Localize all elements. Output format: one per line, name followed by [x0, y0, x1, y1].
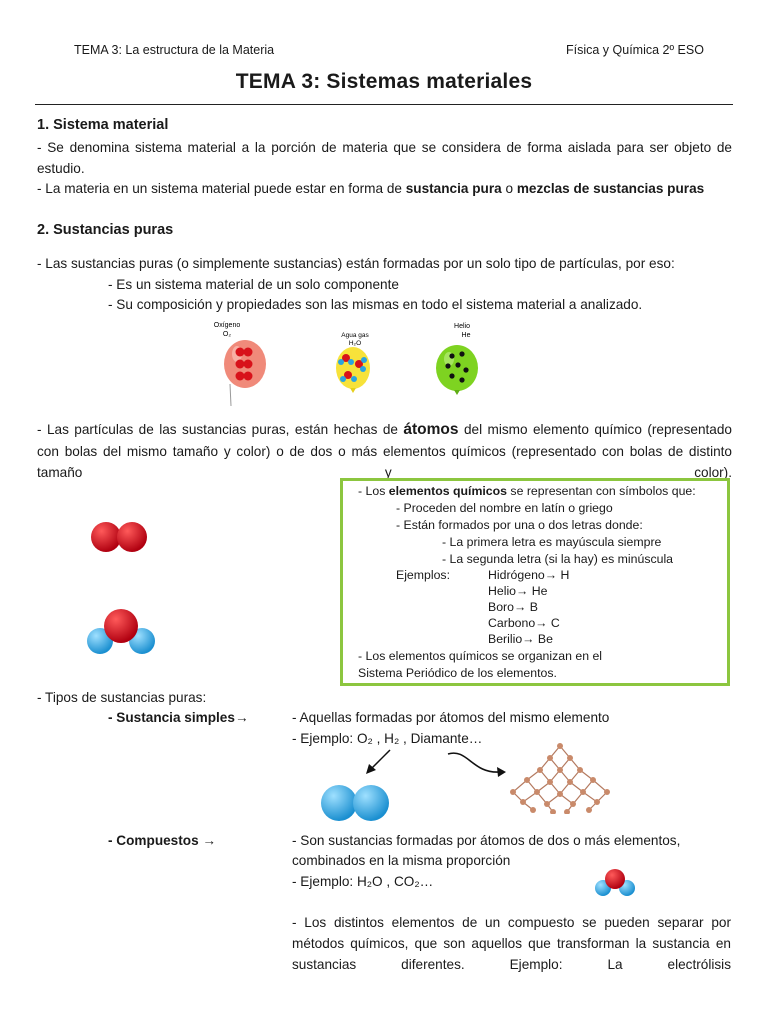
- bold-chemical-elements: elementos químicos: [388, 484, 507, 498]
- text-span: - Los: [358, 484, 389, 498]
- compounds-label: [108, 831, 216, 852]
- text-span: Carbono: [488, 616, 536, 630]
- arrow-icon: →: [513, 600, 530, 614]
- arrow-icon: →: [522, 632, 538, 646]
- h2o-molecule-icon: [84, 605, 160, 661]
- diamond-lattice-icon: [505, 742, 615, 814]
- arrow-icon: →: [535, 616, 551, 630]
- box-example-hydrogen: [488, 567, 569, 583]
- box-line3: - Están formados por una o dos letras donde:: [396, 518, 643, 532]
- small-h2o-molecule-icon: [594, 866, 636, 900]
- text-span: Berilio: [488, 632, 523, 646]
- section1-paragraph1: - Se denomina sistema material a la porción de materia que se considera de forma aislada para ser objeto de estudio.: [37, 140, 732, 176]
- header-right: Física y Química 2º ESO: [566, 43, 704, 57]
- water-balloon-icon: [336, 332, 370, 393]
- text-span: del mismo elemento químico (representado con bolas del mismo tamaño y color) o de dos o más elementos químicos (representado con bolas de distinto tamaño y color).: [37, 422, 732, 480]
- balloon-oxygen-label2: O₂: [222, 331, 232, 338]
- box-line4: - La primera letra es mayúscula siempre: [442, 535, 662, 549]
- separation-paragraph: - Los distintos elementos de un compuesto se pueden separar por métodos químicos, que son aquellos que transforman la sustancia en sustancias diferentes. Ejemplo: La electrólisis: [292, 915, 731, 972]
- text-span: - La materia en un sistema material puede estar en forma de: [37, 181, 406, 196]
- bold-atoms: átomos: [403, 421, 459, 438]
- example-arrows: [360, 746, 520, 782]
- o2-molecule-icon: [86, 515, 156, 561]
- text-span: Boro: [488, 600, 514, 614]
- box-line2: - Proceden del nombre en latín o griego: [396, 501, 613, 515]
- balloons-illustration: [200, 318, 500, 410]
- text-span: - Compuestos: [108, 833, 203, 848]
- arrow-icon: →: [202, 833, 216, 848]
- types-intro: - Tipos de sustancias puras:: [37, 690, 207, 705]
- box-example-boron: [488, 599, 538, 615]
- text-span: He: [531, 584, 548, 598]
- text-span: - Sustancia simples: [108, 710, 235, 725]
- oxygen-balloon-icon: [214, 322, 266, 406]
- compound-definition2: combinados en la misma proporción: [292, 853, 511, 868]
- section1-heading: 1. Sistema material: [37, 117, 169, 133]
- box-line1: [358, 483, 696, 499]
- text-span: se representan con símbolos que:: [507, 484, 696, 498]
- text-span: H: [560, 568, 570, 582]
- text-span: Be: [537, 632, 553, 646]
- box-example-helium: [488, 583, 547, 599]
- text-span: - Las partículas de las sustancias puras, están hechas de: [37, 422, 404, 437]
- compound-definition1: - Son sustancias formadas por átomos de dos o más elementos,: [292, 833, 681, 848]
- simple-substances-label: [108, 708, 249, 729]
- section2-bullet2: - Su composición y propiedades son las mismas en todo el sistema material a analizado.: [108, 297, 643, 312]
- text-span: Hidrógeno: [488, 568, 545, 582]
- balloon-water-label1: Agua gas: [341, 332, 369, 339]
- text-span: Helio: [488, 584, 517, 598]
- box-footer1: - Los elementos químicos se organizan en el: [358, 649, 603, 663]
- simple-example: - Ejemplo: O₂ , H₂ , Diamante…: [292, 731, 483, 746]
- balloon-helium-label2: He: [461, 332, 471, 339]
- compound-example: - Ejemplo: H₂O , CO₂…: [292, 874, 434, 889]
- bold-mixtures: mezclas de sustancias puras: [516, 181, 705, 196]
- section1-paragraph2: [37, 179, 737, 200]
- section2-heading: 2. Sustancias puras: [37, 222, 174, 238]
- header-left: TEMA 3: La estructura de la Materia: [74, 43, 275, 57]
- atoms-paragraph: [37, 419, 732, 481]
- box-example-beryllium: [488, 631, 553, 647]
- text-span: o: [501, 181, 517, 196]
- text-span: B: [529, 600, 538, 614]
- balloon-water-label2: H₂O: [348, 340, 362, 347]
- h2-molecule-icon: [318, 782, 394, 824]
- box-line5: - La segunda letra (si la hay) es minúscula: [442, 552, 674, 566]
- arrow-icon: →: [516, 584, 532, 598]
- balloon-oxygen-label1: Oxígeno: [213, 322, 241, 329]
- box-example-carbon: [488, 615, 560, 631]
- page-title: TEMA 3: Sistemas materiales: [235, 70, 533, 93]
- box-examples-label: Ejemplos:: [396, 568, 450, 582]
- title-divider: [35, 104, 733, 105]
- arrow-icon: →: [544, 568, 561, 582]
- section2-bullet1: - Es un sistema material de un solo componente: [108, 277, 399, 292]
- helium-balloon-icon: [436, 323, 478, 395]
- simple-definition: - Aquellas formadas por átomos del mismo elemento: [292, 710, 610, 725]
- section2-intro: - Las sustancias puras (o simplemente sustancias) están formadas por un solo tipo de partículas, por eso:: [37, 256, 675, 271]
- balloon-helium-body: [436, 345, 478, 391]
- bold-pure-substance: sustancia pura: [405, 181, 502, 196]
- arrow-icon: →: [234, 710, 249, 725]
- text-span: C: [550, 616, 560, 630]
- balloon-helium-label1: Helio: [454, 323, 470, 330]
- box-footer2: Sistema Periódico de los elementos.: [358, 666, 557, 680]
